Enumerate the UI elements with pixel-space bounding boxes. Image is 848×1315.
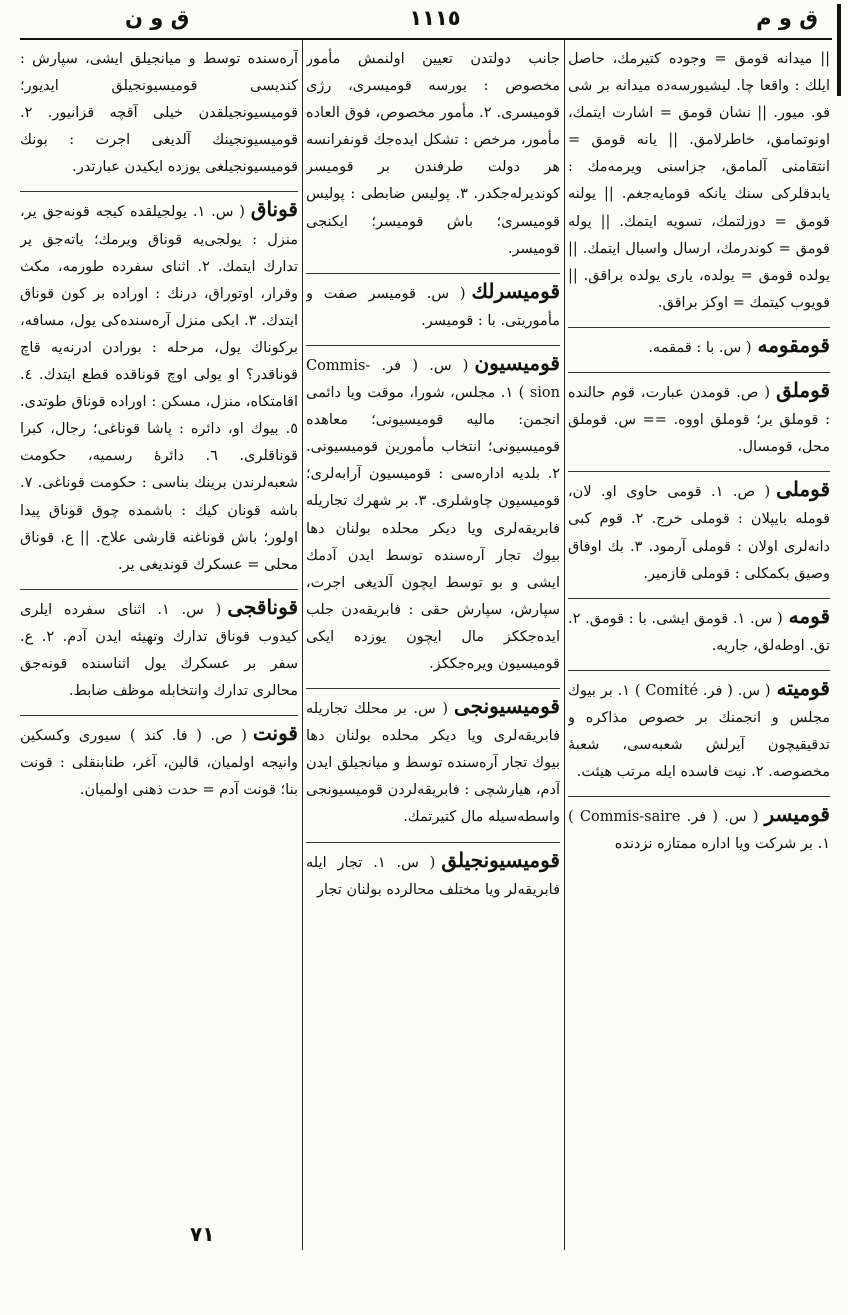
entry-headword: قوميسيون — [474, 350, 560, 375]
entry-definition: ( ص. ١. قومی حاوی او. لان، قومله بايپلان : قوملی خرج. ٢. قوم كبی دانه‌لری اولان : قوملی آرمود. ٣. بك اوفاق وصيق بكمكلی : قوملی قازمير. — [568, 484, 830, 582]
dictionary-entry — [568, 796, 830, 858]
margin-bar — [837, 4, 841, 96]
header-rule — [20, 38, 832, 40]
entry-definition: ( س. ( فر. Commis-saire ) ١. بر شركت ويا اداره ممتازه نزدنده — [568, 809, 830, 853]
entry-definition: || ميدانه قومق = وجوده كتيرمك، حاصل ايلك : واقعا چا. ليشيورسه‌ده ميدانه بر شی قو. ميور. || نشان قومق = اشارت ايتمك، اونوتمامق، خاطرلامق. || يانه قومق = انتقامنی آلمامق، جزاسنی ويرمه‌مك : يابدقلرکی سنك يانكه قومايه‌جغم. || يولنه قومق = دوزلتمك، تسويه ايتمك. || يوله قومق = كوندرمك، ارسال واسبال ايتمك. || يولده قومق = يولده، يارى يولده براقق. || قويوب كيتمك = اوكز براقق. — [568, 51, 830, 311]
dictionary-entry — [568, 372, 830, 461]
entry-separator — [20, 589, 298, 590]
column-divider-right — [564, 40, 565, 1250]
dictionary-entry — [20, 589, 298, 705]
dictionary-entry — [306, 273, 560, 335]
entry-definition: ( س. ( فر. Comité ) ١. بر بيوك مجلس و انجمنك بر خصوص مذاكره و تدقيقيچون آيرلش شعبه‌سی، شعبهٔ مخصوصه. ٢. نيت فاسده ايله مرتب هيئت. — [568, 682, 830, 781]
entry-separator — [568, 372, 830, 373]
entry-definition: ( ص. ( فا. كند ) سيوری وكسكين وانيجه اولميان، قالين، آغر، طنابنقلی : قونت بنا؛ قونت آدم = حدت ذهنی اولميان. — [20, 728, 298, 799]
entry-separator — [306, 345, 560, 346]
entry-headword: قوميته — [776, 675, 830, 700]
entry-separator — [20, 715, 298, 716]
header-left-letters: ق و ن — [125, 6, 190, 30]
entry-definition: ( س. ١. تجار ايله فابريقه‌لر ويا مختلف محالرده بولنان تجار — [306, 854, 560, 898]
entry-headword: قوملی — [776, 477, 830, 502]
dictionary-entry — [306, 842, 560, 904]
entry-headword: قوميسر — [764, 802, 830, 827]
entry-definition: جانب دولتدن تعيين اولنمش مأمور مخصوص : بورسه قوميسری، رژی قوميسری. ٢. مأمور مخصوص، فوق العاده مأمور، مرخص : تشكل ايده‌جك قونفرانسه هر دولت طرفندن بر قوميسر كونديرله‌جكدر. ٣. پوليس ضابطی : پوليس قوميسری؛ باش قوميسر؛ ايكنجی قوميسر. — [306, 51, 560, 257]
dictionary-entry — [568, 46, 830, 317]
dictionary-entry — [306, 688, 560, 831]
entry-headword: قوميسرلك — [471, 278, 560, 303]
dictionary-entry — [306, 345, 560, 678]
entry-headword: قومقومه — [757, 332, 830, 357]
dictionary-entry — [568, 327, 830, 362]
dictionary-entry — [568, 598, 830, 660]
entry-headword: قوناق — [250, 197, 298, 222]
entry-definition: ( ص. قومدن عبارت، قوم حالنده : قوملق ير؛ قوملق اووه. == س. قوملق محل، قومسال. — [568, 385, 830, 456]
entry-separator — [568, 598, 830, 599]
entry-separator — [568, 670, 830, 671]
column-right — [568, 46, 830, 1256]
entry-separator — [568, 327, 830, 328]
dictionary-entry — [20, 715, 298, 804]
entry-definition: ( س. ( فر. Commis-sion ) ١. مجلس، شورا، موقت ويا دائمی انجمن: ماليه قوميسيونی؛ معاهده قوميسيونی؛ انتخاب مأمورين قوميسيونی. ٢. بلديه اداره‌سی : قوميسيون آرابه‌لری؛ قوميسيون چاوشلری. ٣. بر شهرك تجاريله فابريقه‌لری ويا ديكر محلده بولنان دها بيوك تجار آره‌سنده توسط ايدن آدمك ايشی و بو توسط ايچون آلديغی اجرت، سپارش، سپارش حقی : فابريقه‌دن جلب ايده‌جككز مال ايچون يوزده ايكی قوميسيون ويره‌جككز. — [306, 357, 560, 672]
dictionary-entry — [20, 46, 298, 181]
entry-separator — [306, 273, 560, 274]
dictionary-entry — [568, 471, 830, 587]
entry-definition: ( س. ١. قومق ايشی. با : قومق. ٢. تق. اوطه‌لق، جاريه. — [568, 610, 830, 654]
dictionary-entry — [306, 46, 560, 263]
entry-separator — [20, 191, 298, 192]
dictionary-entry — [20, 191, 298, 578]
entry-definition: ( س. با : قمقمه. — [648, 339, 752, 356]
entry-definition: ( س. ١. يولجيلقده كيجه قونه‌جق ير، منزل : يولجی‌يه قوناق ويرمك؛ ياته‌جق ير تدارك ايتمك. ٢. اثنای سفرده طورمه، مكث وقرار، اوتوراق، درنك : اوراده بر كون قوناق ايتدك. ٣. ايكی منزل آره‌سنده‌كی يول، مسافه، بركوناك يول، مرحله : بورادن ادرنه‌يه قاچ قوناقدر؟ او يولی اوچ قوناقده قطع ايتدك. ٤. اقامتكاه، منزل، مسكن : اوراده قوناق طوتدی. ٥. بيوك او، دائره : پاشا قوناغی؛ رجال، كبرا قوناقلری. ٦. دائرهٔ رسميه، حكومت شعبه‌لرندن برينك بناسی : حكومت قوناغی. ٧. باشه قونان كيك : باشمده چوق قوناق پيدا اولور؛ باش قوناغنه قارشی علاج. || ع. قوناق محلی = عسكرك قونديغی ير. — [20, 204, 298, 573]
entry-headword: قوميسيونجيلق — [441, 847, 560, 872]
entry-headword: قومه — [788, 603, 830, 628]
entry-headword: قوميسيونجی — [454, 694, 560, 719]
entry-separator — [306, 842, 560, 843]
entry-separator — [568, 471, 830, 472]
entry-separator — [568, 796, 830, 797]
header-right-letters: ق و م — [756, 6, 818, 30]
entry-headword: قوملق — [776, 378, 830, 403]
entry-definition: ( س. ١. اثنای سفرده ايلری كيدوب قوناق تدارك وتهيئه ايدن آدم. ٢. ع. سفر بر عسكرك يول اثناسنده قونه‌جق محالری تدارك وانتخابله موظف ضابط. — [20, 601, 298, 700]
entry-headword: قوناقجی — [227, 594, 298, 619]
column-left — [20, 46, 298, 1256]
page-number: ١١١٥ — [409, 6, 461, 30]
column-middle — [306, 46, 560, 1256]
entry-definition: ( س. بر محلك تجاريله فابريقه‌لری ويا ديكر محلده بولنان دها بيوك تجار آره‌سنده توسط و ميانجيلق ايدن آدم، هيارشچی : فابريقه‌لردن قوميسيونجی واسطه‌سيله مال كتيرتمك. — [306, 701, 560, 826]
entry-headword: قونت — [252, 721, 298, 746]
entry-separator — [306, 688, 560, 689]
column-divider-left — [302, 40, 303, 1250]
signature-mark: ٧١ — [190, 1222, 215, 1246]
dictionary-entry — [568, 670, 830, 786]
entry-definition: ( س. قوميسر صفت و مأموريتی. با : قوميسر. — [306, 285, 560, 329]
entry-definition: آره‌سنده توسط و ميانجيلق ايشی، سپارش : كنديسی قوميسيونجيلق ايديور؛ قوميسيونجيلقدن خيلی آقچه قزانيور. ٢. قوميسيونجينك آلديغی اجرت : بونك قوميسيونجيلغی يوزده ايكيدن عبارتدر. — [20, 51, 298, 176]
page-header — [20, 6, 832, 34]
